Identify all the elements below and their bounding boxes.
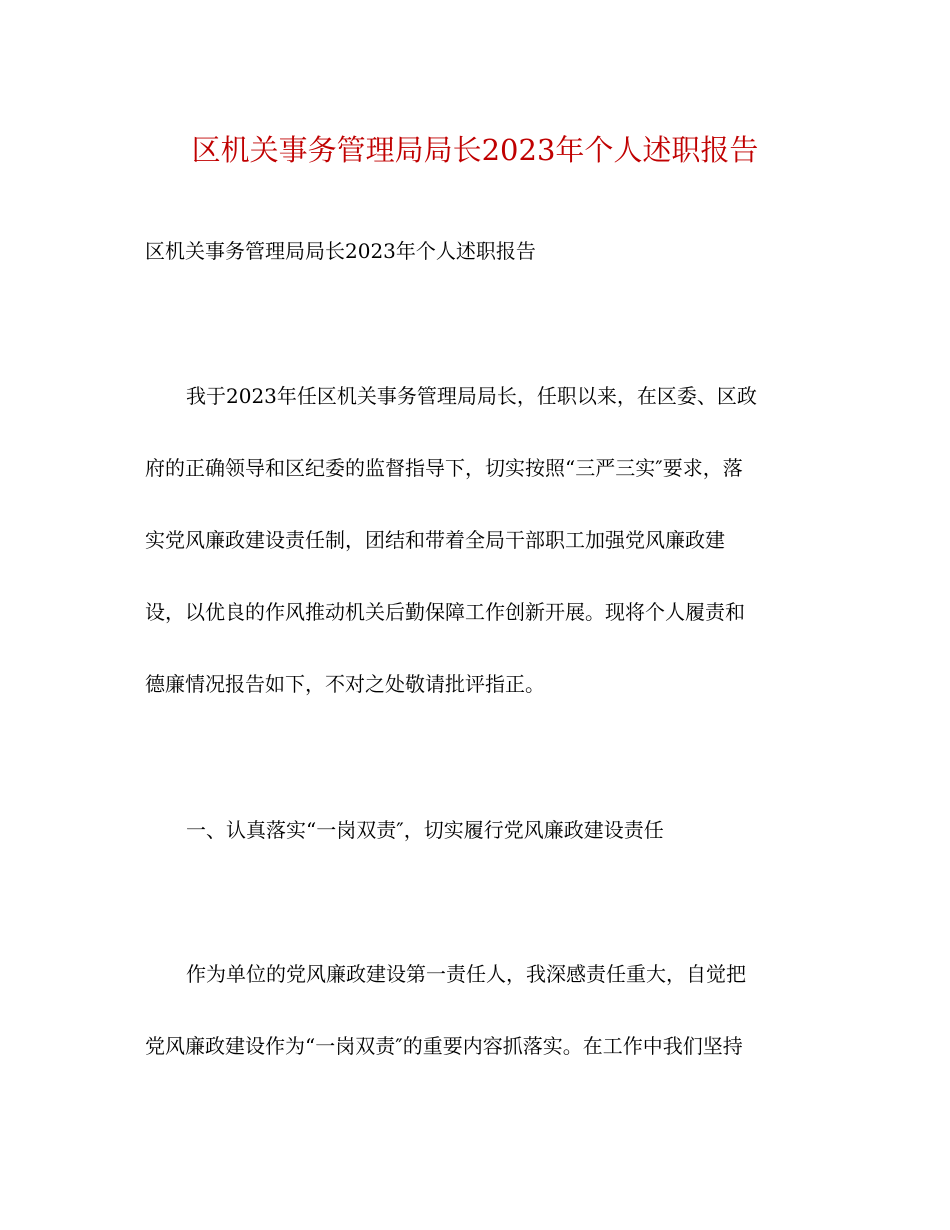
document-title: 区机关事务管理局局长2023年个人述职报告: [191, 133, 759, 167]
document-subtitle: 区机关事务管理局局长2023年个人述职报告: [145, 239, 536, 263]
paragraph-line: 作为单位的党风廉政建设第一责任人，我深感责任重大，自觉把: [186, 962, 746, 986]
section-heading: [145, 794, 815, 866]
paragraph-section-one: [145, 938, 815, 1082]
section-heading-text: 一、认真落实“一岗双责″，切实履行党风廉政建设责任: [186, 818, 664, 842]
paragraph-line: 府的正确领导和区纪委的监督指导下，切实按照“三严三实″要求，落: [145, 456, 743, 480]
paragraph-intro: [145, 360, 815, 720]
paragraph-line: 我于2023年任区机关事务管理局局长，任职以来，在区委、区政: [186, 384, 757, 408]
paragraph-line: 德廉情况报告如下，不对之处敬请批评指正。: [145, 672, 545, 696]
paragraph-line: 设，以优良的作风推动机关后勤保障工作创新开展。现将个人履责和: [145, 600, 745, 624]
paragraph-line: 实党风廉政建设责任制，团结和带着全局干部职工加强党风廉政建: [145, 528, 725, 552]
paragraph-line: 党风廉政建设作为“一岗双责″的重要内容抓落实。在工作中我们坚持: [145, 1034, 743, 1058]
